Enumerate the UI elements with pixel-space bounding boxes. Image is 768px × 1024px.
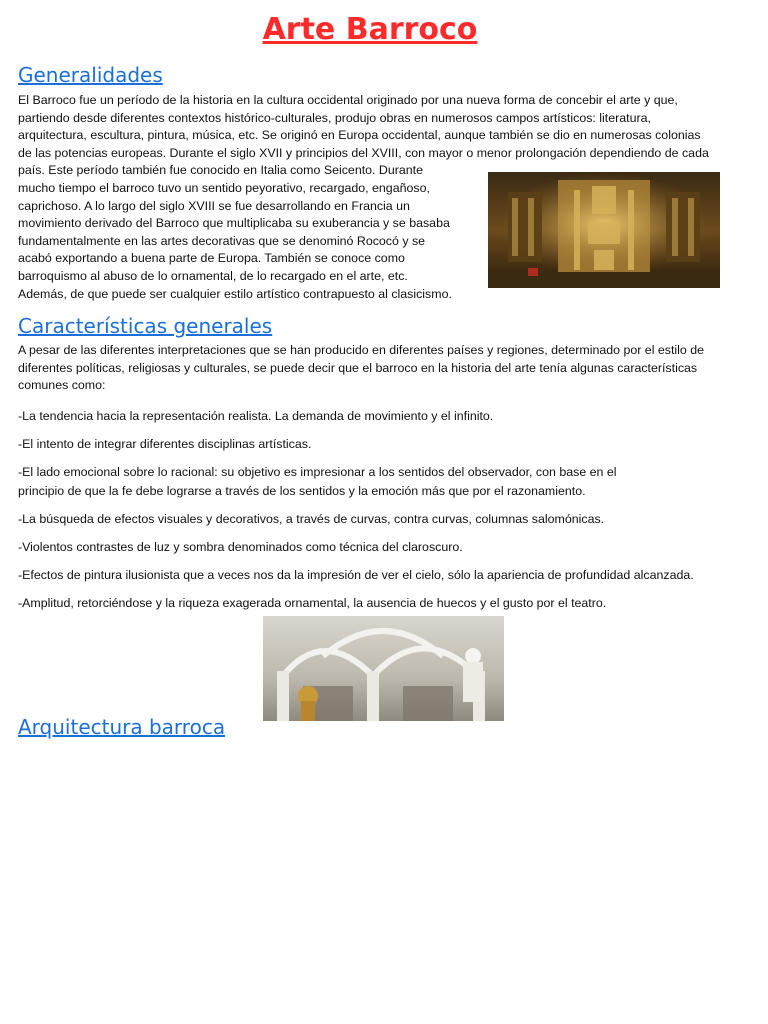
- list-item: principio de que la fe debe lograrse a través de los sentidos y la emoción más que por el razonamiento.: [18, 484, 586, 498]
- text-line: país. Este período también fue conocido en Italia como Seicento. Durante: [18, 163, 424, 178]
- text-line: A pesar de las diferentes interpretaciones que se han producido en diferentes países y regiones, determinado por el estilo de: [18, 343, 705, 357]
- text-line: mucho tiempo el barroco tuvo un sentido peyorativo, recargado, engañoso,: [18, 180, 430, 195]
- list-item: -El lado emocional sobre lo racional: su objetivo es impresionar a los sentidos del observador, con base en el: [18, 465, 617, 479]
- list-item: -Amplitud, retorciéndose y la riqueza exagerada ornamental, la ausencia de huecos y el gusto por el teatro.: [18, 596, 607, 610]
- list-item: -Efectos de pintura ilusionista que a veces nos da la impresión de ver el cielo, sólo la apariencia de profundidad alcanzada.: [18, 568, 694, 582]
- list-item: -Violentos contrastes de luz y sombra denominados como técnica del claroscuro.: [18, 540, 463, 554]
- text-line: diferentes políticas, religiosas y culturales, se puede decir que el barroco en la historia del arte tenía algunas características: [18, 360, 698, 375]
- text-line: comunes como:: [18, 378, 106, 393]
- text-line: movimiento derivado del Barroco que multiplicaba su exuberancia y se basaba: [18, 216, 450, 231]
- section-heading-caracteristicas[interactable]: Características generales: [18, 314, 273, 338]
- altarpiece-image: [488, 172, 720, 288]
- text-line: partiendo desde diferentes contextos histórico-culturales, produjo obras en numerosos campos artísticos: literatura,: [18, 110, 651, 125]
- church-interior-image: [263, 616, 504, 721]
- text-line: Además, de que puede ser cualquier estilo artístico contrapuesto al clasicismo.: [18, 286, 452, 301]
- text-line: arquitectura, escultura, pintura, música, etc. Se originó en Europa occidental, aunque también se dio en numerosas colonias: [18, 128, 701, 143]
- list-item: -La búsqueda de efectos visuales y decorativos, a través de curvas, contra curvas, columnas salomónicas.: [18, 512, 605, 526]
- section-heading-arquitectura[interactable]: Arquitectura barroca: [18, 715, 226, 739]
- page-title: Arte Barroco: [262, 12, 478, 47]
- text-line: El Barroco fue un período de la historia en la cultura occidental originado por una nueva forma de concebir el arte y que,: [18, 93, 678, 107]
- text-line: barroquismo al abuso de lo ornamental, de lo recargado en el arte, etc.: [18, 268, 408, 283]
- text-line: caprichoso. A lo largo del siglo XVIII se fue desarrollando en Francia un: [18, 198, 410, 213]
- list-item: -El intento de integrar diferentes disciplinas artísticas.: [18, 437, 312, 451]
- section-heading-generalidades[interactable]: Generalidades: [18, 63, 163, 87]
- text-line: de las potencias europeas. Durante el siglo XVII y principios del XVIII, con mayor o menor prolongación dependiendo de cada: [18, 145, 709, 160]
- caracteristicas-intro: [18, 342, 704, 395]
- list-item: -La tendencia hacia la representación realista. La demanda de movimiento y el infinito.: [18, 409, 494, 423]
- text-line: fundamentalmente en las artes decorativas que se denominó Rococó y se: [18, 233, 426, 248]
- text-line: acabó exportando a buena parte de Europa. También se conoce como: [18, 251, 405, 266]
